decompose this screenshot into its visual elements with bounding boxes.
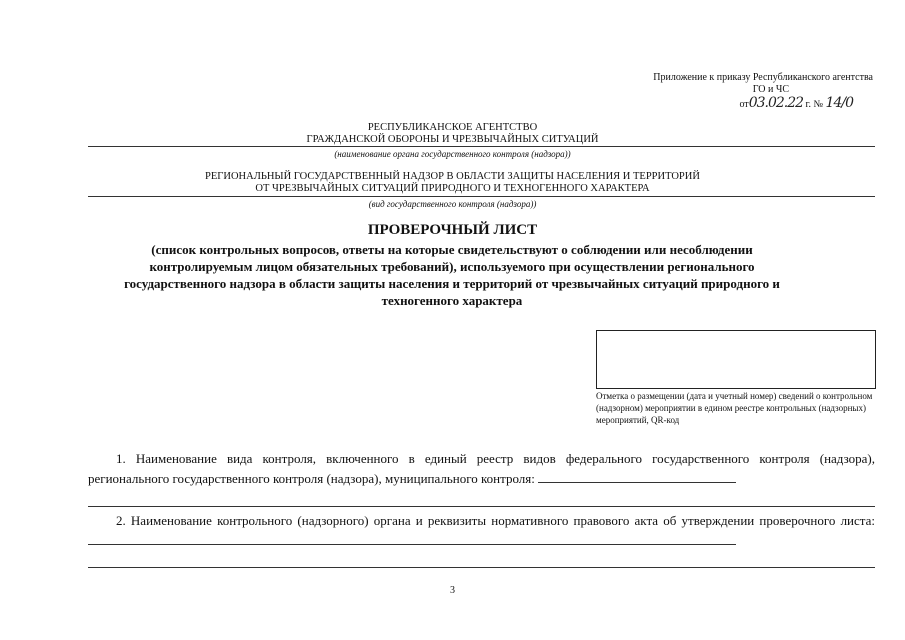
authority-underline (88, 146, 875, 147)
authority-caption: (наименование органа государственного контроля (надзора)) (334, 149, 571, 159)
item-2-extra-line[interactable] (88, 567, 875, 568)
item-2-answer-field[interactable] (88, 532, 736, 545)
item-2-text: 2. Наименование контрольного (надзорного) органа и реквизиты нормативного правового акта об утверждении проверочного листа: (116, 513, 875, 528)
qr-code-note: Отметка о размещении (дата и учетный номер) сведений о контрольном (надзорном) мероприятии в едином реестре контрольных (надзорных) мероприятий, QR-код (596, 391, 873, 425)
appendix-line2: ГО и ЧС (752, 84, 789, 95)
control-type-line1: РЕГИОНАЛЬНЫЙ ГОСУДАРСТВЕННЫЙ НАДЗОР В ОБЛАСТИ ЗАЩИТЫ НАСЕЛЕНИЯ И ТЕРРИТОРИЙ (205, 171, 700, 182)
item-1-extra-line[interactable] (88, 506, 875, 507)
handwritten-number: 14/0 (825, 95, 853, 111)
item-1-answer-field[interactable] (538, 470, 736, 483)
item-1-text: 1. Наименование вида контроля, включенного в единый реестр видов федерального государственного контроля (надзора), регионального государственного контроля (надзора), муниципального контроля: (88, 451, 875, 486)
item-2 (88, 511, 875, 551)
authority-line1: РЕСПУБЛИКАНСКОЕ АГЕНТСТВО (367, 122, 538, 133)
appendix-date-line (603, 97, 873, 111)
page-number: 3 (450, 585, 455, 596)
control-type-line2: ОТ ЧРЕЗВЫЧАЙНЫХ СИТУАЦИЙ ПРИРОДНОГО И ТЕХНОГЕННОГО ХАРАКТЕРА (255, 183, 650, 194)
document-title: ПРОВЕРОЧНЫЙ ЛИСТ (367, 222, 538, 238)
control-type-caption: (вид государственного контроля (надзора)) (368, 199, 537, 209)
appendix-year-number-label: г. № (805, 99, 824, 110)
document-subtitle: (список контрольных вопросов, ответы на которые свидетельствуют о соблюдении или несоблюдении контролируемым лицом обязательных требований), используемого при осуществлении регионального государственного надзора в области защиты населения и территорий от чрезвычайных ситуаций природного и техногенного характера (124, 242, 780, 308)
appendix-from-label: от (739, 99, 749, 110)
appendix-line1: Приложение к приказу Республиканского агентства (653, 72, 873, 83)
appendix-note (603, 72, 873, 111)
handwritten-date: 03.02.22 (748, 95, 804, 111)
control-type-underline (88, 196, 875, 197)
item-1 (88, 449, 875, 489)
qr-code-box[interactable] (596, 330, 876, 389)
authority-line2: ГРАЖДАНСКОЙ ОБОРОНЫ И ЧРЕЗВЫЧАЙНЫХ СИТУАЦИЙ (306, 134, 599, 145)
